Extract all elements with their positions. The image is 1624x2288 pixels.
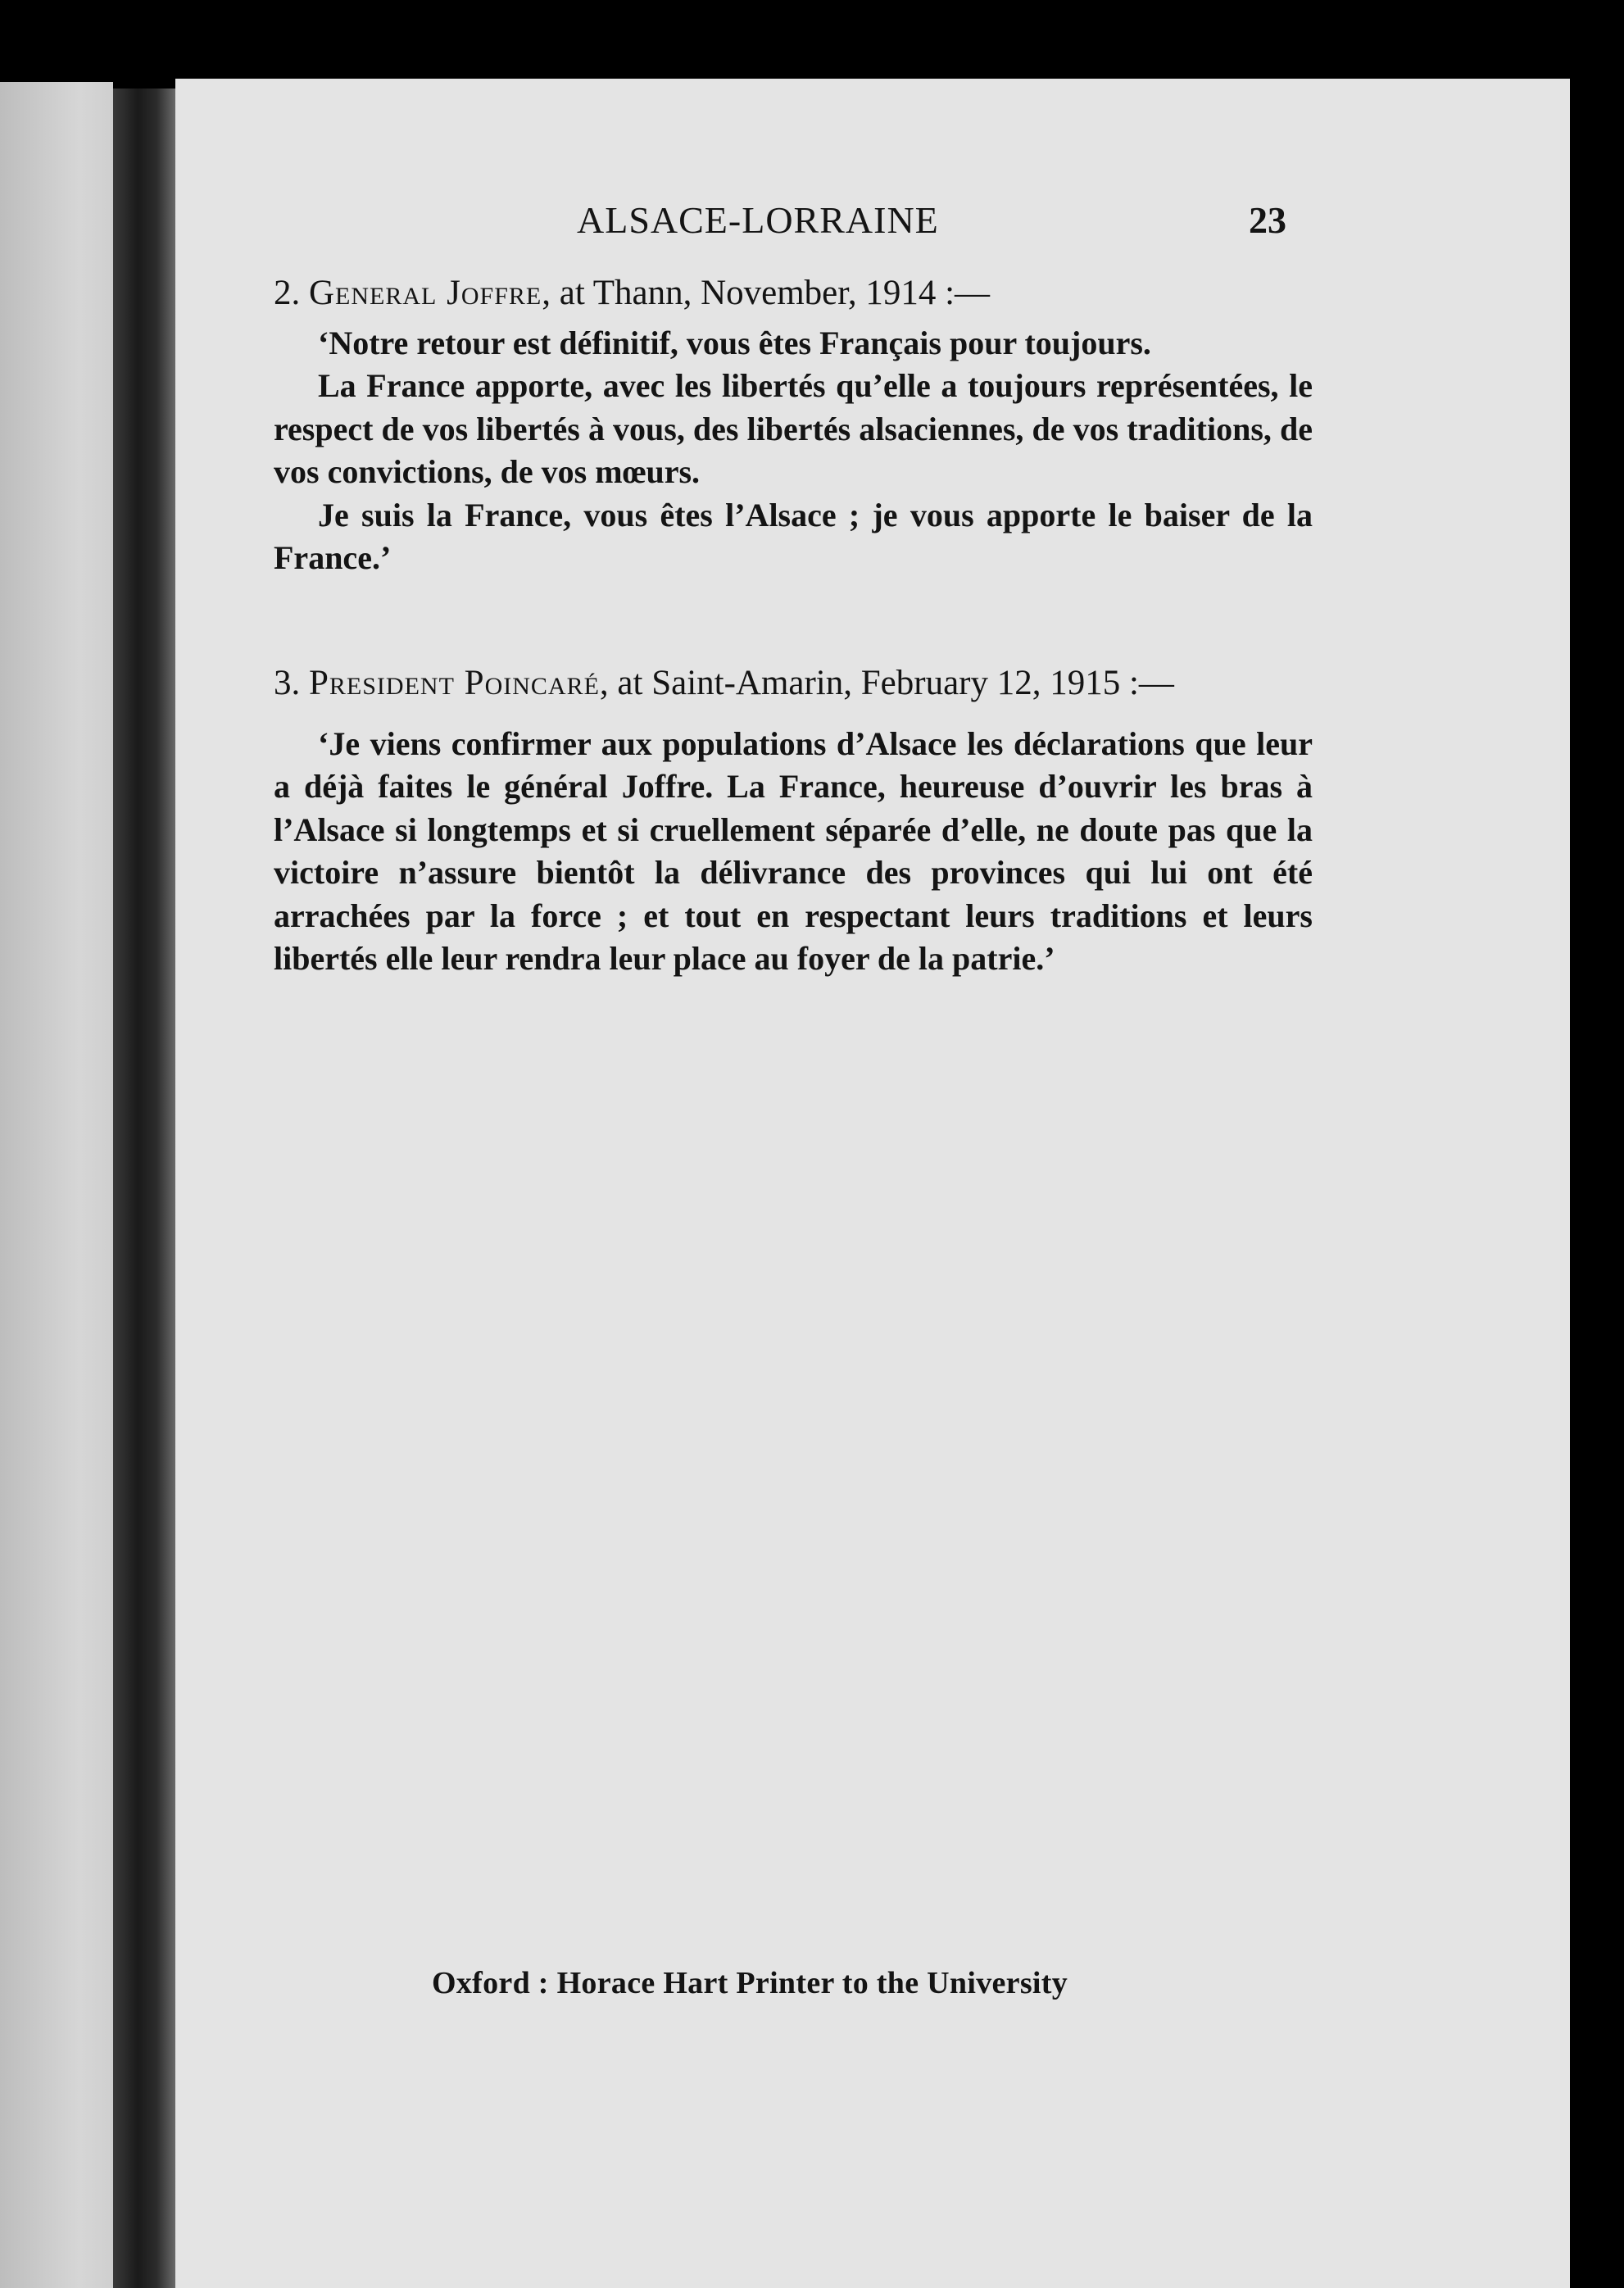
section-context: , at Saint-Amarin, February 12, 1915 :—: [599, 663, 1174, 702]
quote-paragraph: Je suis la France, vous êtes l’Alsace ; je vous apporte le baiser de la France.’: [274, 496, 1313, 576]
quote-paragraph: La France apporte, avec les libertés qu’elle a toujours représentées, le respect de vos libertés à vous, des libertés alsaciennes, de vos traditions, de vos convictions, de vos mœurs.: [274, 367, 1313, 490]
running-title: ALSACE-LORRAINE: [577, 199, 939, 241]
printer-imprint: Oxford : Horace Hart Printer to the University: [432, 1966, 1068, 2000]
section-poincare: [274, 657, 1313, 981]
section-joffre: [274, 272, 1313, 580]
quote-paragraph: ‘Notre retour est définitif, vous êtes Français pour toujours.: [318, 324, 1151, 361]
section-context: , at Thann, November, 1914 :—: [542, 274, 991, 312]
previous-page-edge: [0, 82, 113, 2288]
section-number: 2.: [274, 274, 301, 312]
section-heading: [274, 272, 1313, 316]
section-number: 3.: [274, 663, 301, 702]
book-page: [175, 79, 1570, 2288]
section-heading: [274, 657, 1313, 710]
running-head: [175, 198, 1570, 247]
text-block: [274, 272, 1313, 981]
book-spine-shadow: [113, 89, 175, 2288]
speaker-name: President Poincaré: [309, 663, 600, 702]
page-number: 23: [1249, 199, 1286, 241]
speaker-name: General Joffre: [309, 274, 542, 312]
quote-paragraph: ‘Je viens confirmer aux populations d’Alsace les déclarations que leur a déjà faites le général Joffre. La France, heureuse d’ouvrir les bras à l’Alsace si longtemps et si cruellement séparée d’elle, ne doute pas que la victoire n’assure bientôt la délivrance des provinces qui lui ont été arrachées par la force ; et tout en respectant leurs traditions et leurs libertés elle leur rendra leur place au foyer de la patrie.’: [274, 724, 1313, 977]
